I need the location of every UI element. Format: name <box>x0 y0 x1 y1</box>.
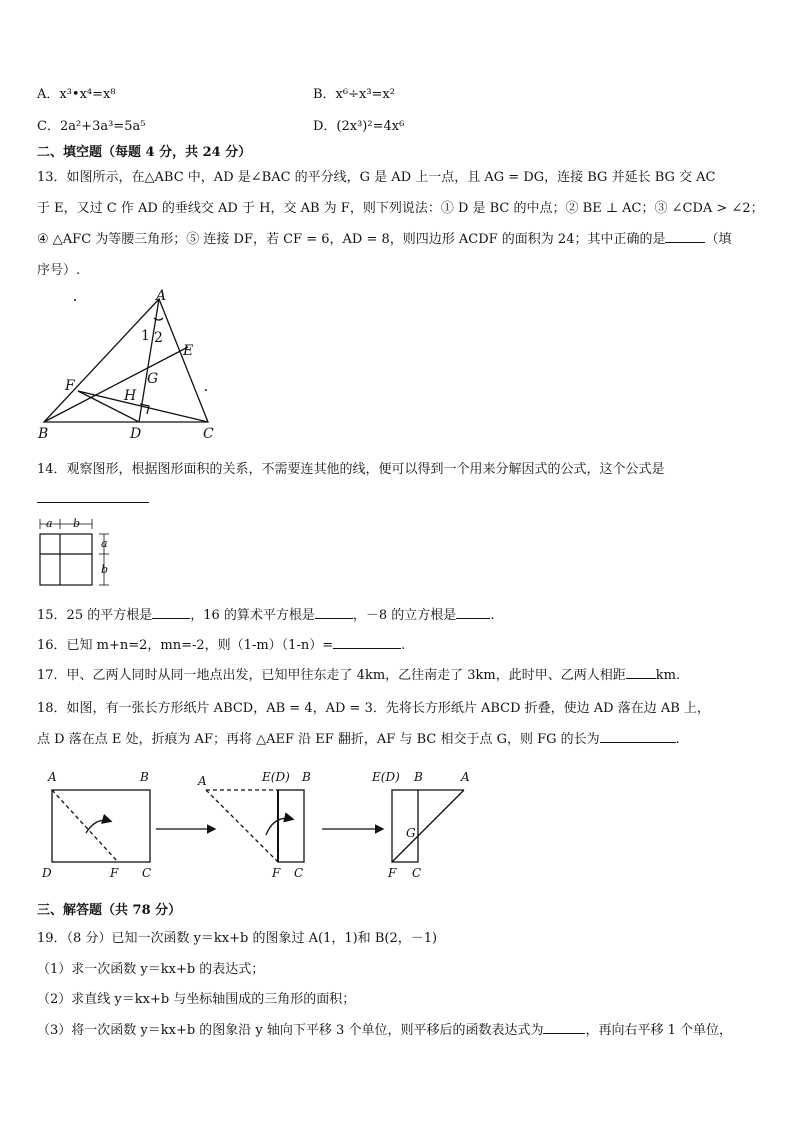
q19-sub-3 <box>37 1019 732 1038</box>
q19-sub-1: （1）求一次函数 y＝kx+b 的表达式； <box>37 962 265 977</box>
q13-line-3 <box>37 228 731 247</box>
fig3-label-a: A <box>461 770 470 784</box>
q15-line <box>37 604 494 623</box>
q18-line-1: 18．如图，有一张长方形纸片 ABCD，AB = 4，AD = 3．先将长方形纸片 ABCD 折叠，使边 AD 落在边 AB 上， <box>37 701 710 716</box>
label-g: G <box>147 371 159 387</box>
q13-line-1: 13．如图所示，在△ABC 中，AD 是∠BAC 的平分线，G 是 AD 上一点，且 AG = DG，连接 BG 并延长 BG 交 AC <box>37 170 716 185</box>
q16-text-1: 16．已知 m+n=2，mn=-2，则（1-m）（1-n）= <box>37 638 334 653</box>
label-c: C <box>203 426 214 440</box>
section-heading-solutions: 三、解答题（共 78 分） <box>37 903 182 918</box>
fig2-label-c: C <box>294 866 304 880</box>
fig1-label-c: C <box>142 866 152 880</box>
fig2-label-b: B <box>302 770 311 784</box>
q16-line <box>37 634 405 653</box>
choice-d: D．(2x³)²=4x⁶ <box>313 119 405 134</box>
q13-answer-blank[interactable] <box>665 230 705 243</box>
q19-line-1: 19．（8 分）已知一次函数 y＝kx+b 的图象过 A(1，1)和 B(2，－1) <box>37 931 438 946</box>
fig1-label-b: B <box>140 770 149 784</box>
q15-text-4: . <box>490 608 495 623</box>
q17-text-2: km. <box>655 668 681 683</box>
q18-figure-2 <box>206 790 304 862</box>
q17-blank[interactable] <box>626 666 656 679</box>
q15-text-1: 15．25 的平方根是 <box>37 608 153 623</box>
label-e: E <box>183 343 194 359</box>
q15-blank-3[interactable] <box>456 606 490 619</box>
fig3-label-f: F <box>388 866 397 880</box>
q18-text-2: . <box>675 732 680 747</box>
label-a-side: a <box>101 537 108 550</box>
q17-line <box>37 664 680 683</box>
q15-text-2: ，16 的算术平方根是 <box>190 608 315 623</box>
q18-line-2 <box>37 728 680 747</box>
section-heading-fill-in: 二、填空题（每题 4 分，共 24 分） <box>37 145 252 160</box>
q13-line-3-text: ④ △AFC 为等腰三角形；⑤ 连接 DF，若 CF = 6，AD = 8，则四边形 ACDF 的面积为 24；其中正确的是 <box>37 232 666 247</box>
label-a: A <box>156 288 167 304</box>
label-b-top: b <box>73 517 81 530</box>
fig3-label-g: G <box>406 826 416 840</box>
label-a-top: a <box>46 517 53 530</box>
q18-figure-3 <box>392 790 464 862</box>
q18-blank[interactable] <box>600 730 676 743</box>
fig2-label-a: A <box>198 774 207 788</box>
label-angle-1: 1 <box>141 328 150 344</box>
q15-text-3: ，－8 的立方根是 <box>352 608 457 623</box>
fig3-label-b: B <box>414 770 423 784</box>
q19-blank[interactable] <box>543 1021 585 1034</box>
choice-b: B．x⁶÷x³=x² <box>313 87 395 102</box>
fig2-label-ed: E(D) <box>262 770 290 784</box>
q15-blank-1[interactable] <box>152 606 190 619</box>
q14-answer-blank[interactable] <box>37 490 149 503</box>
label-d: D <box>130 426 142 440</box>
q16-text-2: . <box>401 638 406 653</box>
q18-figure-1 <box>52 790 150 862</box>
fig1-label-f: F <box>110 866 119 880</box>
fig3-label-ed: E(D) <box>372 770 400 784</box>
q14-line-1: 14．观察图形，根据图形面积的关系，不需要连其他的线，便可以得到一个用来分解因式的公式，这个公式是 <box>37 462 665 477</box>
q13-line-2: 于 E，又过 C 作 AD 的垂线交 AD 于 H，交 AB 为 F，则下列说法：① D 是 BC 的中点；② BE ⊥ AC；③ ∠CDA > ∠2； <box>37 201 764 216</box>
fig3-label-c: C <box>412 866 422 880</box>
label-b: B <box>38 426 49 440</box>
q18-folding-figures <box>30 765 480 883</box>
label-f: F <box>65 378 75 394</box>
q13-line-3-end: （填 <box>705 232 732 247</box>
label-b-side: b <box>101 563 109 576</box>
q13-triangle-figure <box>30 288 230 440</box>
label-angle-2: 2 <box>154 330 163 346</box>
label-h: H <box>124 388 137 404</box>
q18-text-1: 点 D 落在点 E 处，折痕为 AF；再将 △AEF 沿 EF 翻折，AF 与 BC 相交于点 G，则 FG 的长为 <box>37 732 600 747</box>
q19-sub-3-text-2: ，再向右平移 1 个单位， <box>585 1023 732 1038</box>
fig1-label-d: D <box>42 866 52 880</box>
q19-sub-3-text-1: （3）将一次函数 y＝kx+b 的图象沿 y 轴向下平移 3 个单位，则平移后的函数表达式为 <box>37 1023 544 1038</box>
angle-arc <box>154 318 163 320</box>
choice-a: A．x³•x⁴=x⁸ <box>37 87 116 102</box>
q15-blank-2[interactable] <box>315 606 353 619</box>
q16-blank[interactable] <box>333 636 401 649</box>
fig2-label-f: F <box>272 866 281 880</box>
q14-square-figure <box>36 514 116 590</box>
q17-text-1: 17．甲、乙两人同时从同一地点出发，已知甲往东走了 4km，乙往南走了 3km，此时甲、乙两人相距 <box>37 668 626 683</box>
q13-line-4: 序号）. <box>37 263 81 278</box>
q19-sub-2: （2）求直线 y＝kx+b 与坐标轴围成的三角形的面积； <box>37 992 356 1007</box>
fig1-label-a: A <box>48 770 57 784</box>
choice-c: C．2a²+3a³=5a⁵ <box>37 119 146 134</box>
